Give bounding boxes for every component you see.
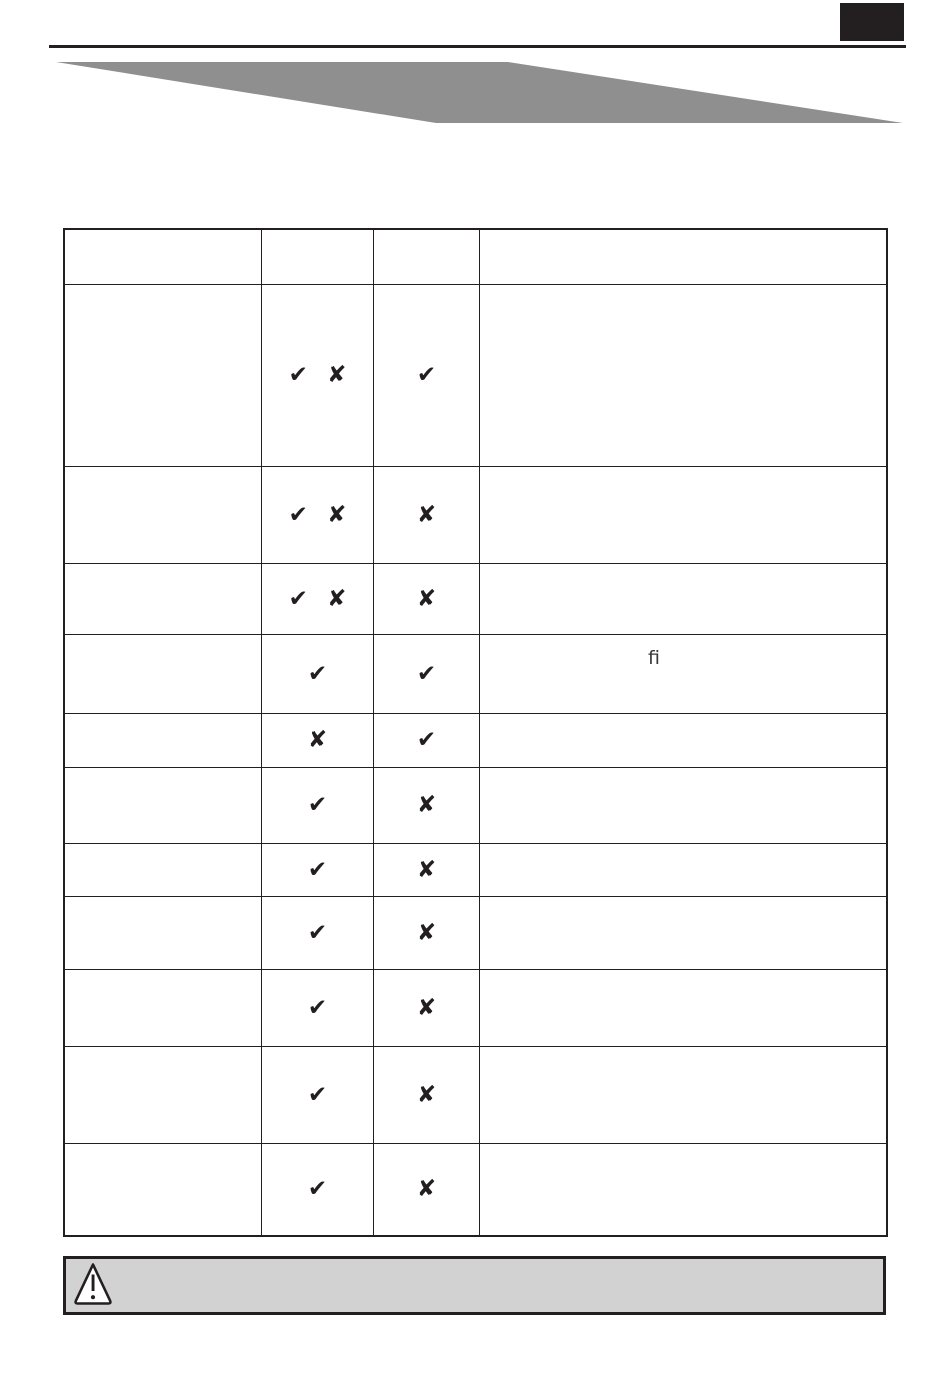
table-cell: ✔	[374, 714, 480, 768]
table-cell: ✘	[262, 714, 374, 768]
table-cell: ✔	[262, 897, 374, 970]
table-cell	[65, 768, 262, 844]
table-cell	[65, 844, 262, 897]
table-cell	[65, 564, 262, 635]
table-cell	[65, 970, 262, 1047]
table-cell: ✔	[262, 1047, 374, 1144]
table-cell	[480, 768, 886, 844]
table-cell: ✘	[374, 467, 480, 564]
table-header-cell	[262, 230, 374, 285]
table-cell: ✘	[374, 768, 480, 844]
table-cell	[65, 1047, 262, 1144]
warning-triangle-icon	[73, 1261, 113, 1307]
table-cell	[480, 285, 886, 467]
table-cell: ✔	[262, 635, 374, 714]
table-cell	[480, 1047, 886, 1144]
table-cell: ✔	[262, 844, 374, 897]
table-cell: ✔	[374, 635, 480, 714]
table-header-cell	[480, 230, 886, 285]
table-header-cell	[65, 230, 262, 285]
table-cell: ✔	[262, 1144, 374, 1235]
table-cell	[65, 897, 262, 970]
table-cell	[65, 635, 262, 714]
table-cell: ✘	[374, 1047, 480, 1144]
table-cell: ✘	[374, 844, 480, 897]
table-header-cell	[374, 230, 480, 285]
table-cell	[65, 285, 262, 467]
table-cell	[480, 467, 886, 564]
table-cell: ✘	[374, 970, 480, 1047]
table-cell: ✘	[374, 1144, 480, 1235]
table-cell: ✘	[374, 897, 480, 970]
table-cell	[480, 1144, 886, 1235]
feature-table	[63, 228, 888, 1237]
table-cell: fi	[480, 635, 886, 714]
table-cell: ✔ ✘	[262, 467, 374, 564]
table-cell	[480, 897, 886, 970]
table-cell	[65, 1144, 262, 1235]
table-cell	[480, 970, 886, 1047]
table-cell: ✔	[262, 970, 374, 1047]
table-cell: ✔ ✘	[262, 285, 374, 467]
table-cell	[65, 467, 262, 564]
table-cell	[480, 714, 886, 768]
table-cell	[480, 564, 886, 635]
table-cell	[480, 844, 886, 897]
table-cell: ✔	[374, 285, 480, 467]
table-cell	[65, 714, 262, 768]
warning-box	[63, 1256, 886, 1315]
table-cell: ✘	[374, 564, 480, 635]
chapter-banner	[0, 0, 950, 135]
table-cell: ✔	[262, 768, 374, 844]
table-cell: ✔ ✘	[262, 564, 374, 635]
chapter-banner-shape	[56, 62, 903, 123]
